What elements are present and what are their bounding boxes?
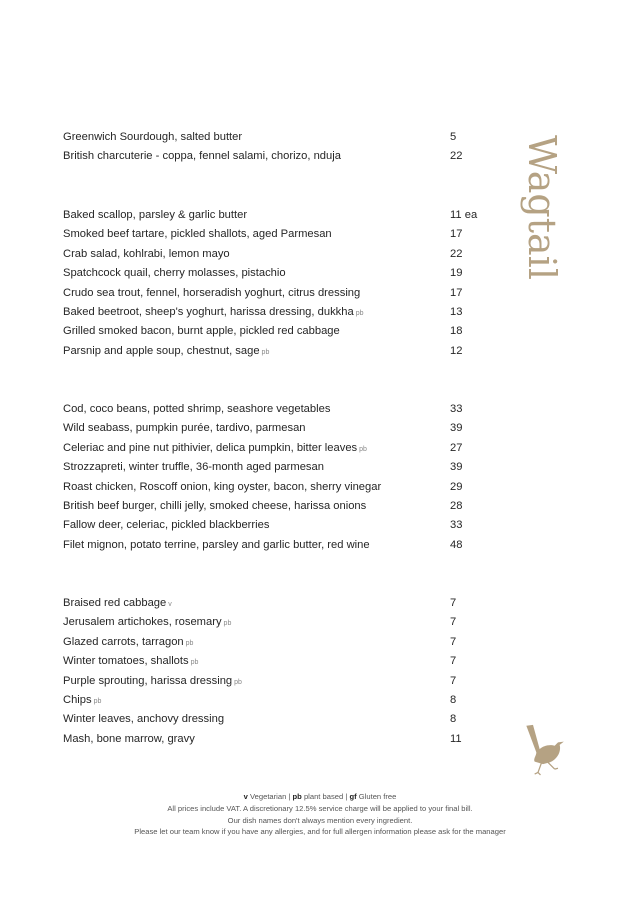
menu-item [63,284,483,303]
section-mains [63,400,483,555]
dish-price: 7 [450,597,457,609]
dish-price: 7 [450,616,457,629]
dish-price: 7 [450,674,457,687]
dish-label: British charcuterie - coppa, fennel salami, chorizo, nduja [63,150,341,163]
dish-label: Smoked beef tartare, pickled shallots, aged Parmesan [63,228,332,241]
dish-label: Chips [63,693,92,706]
dish-name [63,400,450,419]
dish-label: Crudo sea trout, fennel, horseradish yoghurt, citrus dressing [63,286,361,299]
dish-label: Crab salad, kohlrabi, lemon mayo [63,247,230,260]
dietary-tag: pb [234,678,242,686]
dish-label: Celeriac and pine nut pithivier, delica pumpkin, bitter leaves [63,441,358,454]
menu-item [63,342,483,361]
dish-price: 11 [450,732,462,745]
dish-price: 39 [450,461,463,474]
dish-name [63,419,450,438]
menu-item [63,633,483,652]
separator: | [345,792,348,801]
dish-price: 29 [450,480,463,493]
menu-item [63,322,483,341]
menu-item [63,303,483,322]
menu-item [63,147,483,166]
dish-label: Wild seabass, pumpkin purée, tardivo, parmesan [63,422,306,435]
dietary-tag: pb [355,309,364,317]
dish-name [63,284,450,303]
menu-item [63,206,483,225]
dish-name [63,322,450,341]
dish-label: Purple sprouting, harissa dressing [63,674,233,687]
dish-name [63,458,450,477]
dish-label: Glazed carrots, tarragon [63,635,184,648]
dish-name [63,652,450,671]
menu-item [63,458,483,477]
dish-label: Spatchcock quail, cherry molasses, pistachio [63,267,286,280]
section-starters [63,206,483,361]
dish-price: 7 [450,635,457,648]
menu-item [63,478,483,497]
dish-name [63,147,450,166]
dish-label: Baked scallop, parsley & garlic butter [63,209,248,221]
dish-label: Cod, coco beans, potted shrimp, seashore vegetables [63,403,331,415]
dish-name [63,613,450,632]
menu-item [63,710,483,729]
dish-label: Mash, bone marrow, gravy [63,732,195,745]
dish-label: British beef burger, chilli jelly, smoked cheese, harissa onions [63,499,367,512]
dish-name [63,478,450,497]
menu-item [63,536,483,555]
dish-label: Winter leaves, anchovy dressing [63,713,225,726]
dish-name [63,264,450,283]
dish-price: 12 [450,344,463,357]
menu-item [63,225,483,244]
legend-label: Gluten free [358,792,397,801]
menu-item [63,439,483,458]
menu-item [63,672,483,691]
dish-name [63,536,450,555]
dish-price: 22 [450,150,463,163]
dietary-tag: pb [190,659,199,667]
dietary-legend [0,791,640,803]
dish-price: 48 [450,538,463,551]
menu-item [63,613,483,632]
dish-price: 17 [450,286,463,299]
dish-label: Grilled smoked bacon, burnt apple, pickled red cabbage [63,325,340,338]
dietary-tag: pb [359,445,367,453]
dish-name [63,497,450,516]
legend-label: plant based [303,792,344,801]
dish-label: Baked beetroot, sheep's yoghurt, harissa dressing, dukkha [63,305,354,318]
dish-price: 22 [450,247,463,260]
menu-item [63,264,483,283]
dish-label: Fallow deer, celeriac, pickled blackberries [63,519,270,532]
dish-name [63,672,450,691]
wagtail-bird-icon [518,722,568,777]
dietary-tag: v [168,601,172,608]
dish-name [63,225,450,244]
dish-label: Roast chicken, Roscoff onion, king oyster, bacon, sherry vinegar [63,480,382,493]
dish-price: 11 ea [450,209,478,221]
legend-key: v [243,792,248,801]
legend-label: Vegetarian [250,792,287,801]
dish-label: Strozzapreti, winter truffle, 36-month aged parmesan [63,461,324,474]
dish-price: 39 [450,422,463,435]
dish-label: Braised red cabbage [63,597,167,609]
dish-name [63,594,450,613]
menu-item [63,245,483,264]
dish-label: Jerusalem artichokes, rosemary [63,616,222,629]
menu-item [63,516,483,535]
dish-label: Winter tomatoes, shallots [63,655,189,668]
menu-item [63,691,483,710]
menu-item [63,594,483,613]
dish-price: 7 [450,655,457,668]
dish-price: 33 [450,403,463,415]
menu-item [63,497,483,516]
dish-name [63,691,450,710]
dish-name [63,206,450,225]
legend-key: gf [349,792,357,801]
dish-price: 27 [450,441,463,454]
menu-item [63,730,483,749]
dish-label: Greenwich Sourdough, salted butter [63,131,243,143]
dish-price: 8 [450,713,457,726]
dietary-tag: pb [185,639,194,647]
dish-name [63,245,450,264]
dish-name [63,303,450,322]
dish-name [63,439,450,458]
menu-item [63,400,483,419]
allergen-note: Please let our team know if you have any allergies, and for full allergen information please ask for the manager [134,827,506,837]
dish-price: 13 [450,305,463,318]
section-sides [63,594,483,749]
separator: | [288,792,291,801]
dish-label: Parsnip and apple soup, chestnut, sage [63,344,260,357]
dietary-tag: pb [93,697,102,705]
legend-key: pb [292,792,302,801]
dish-price: 33 [450,519,463,532]
dish-name [63,128,450,147]
menu-item [63,419,483,438]
dish-price: 17 [450,228,463,241]
vat-note: All prices include VAT. A discretionary 12.5% service charge will be applied to your final bill. [167,803,473,813]
dish-name [63,516,450,535]
dish-price: 5 [450,131,457,143]
dish-name [63,710,450,729]
dish-label: Filet mignon, potato terrine, parsley and garlic butter, red wine [63,538,370,551]
menu-footer [0,791,640,838]
ingredient-note: Our dish names don't always mention every ingredient. [227,815,413,825]
dietary-tag: pb [261,348,270,356]
menu-item [63,652,483,671]
dish-name [63,633,450,652]
dish-price: 18 [450,325,463,338]
dish-name [63,730,450,749]
menu-item [63,128,483,147]
dish-price: 28 [450,499,463,512]
dish-name [63,342,450,361]
section-bread [63,128,483,167]
wagtail-logo: Wagtail [520,135,564,280]
dish-price: 19 [450,267,463,280]
dietary-tag: pb [223,620,232,628]
dish-price: 8 [450,693,457,706]
